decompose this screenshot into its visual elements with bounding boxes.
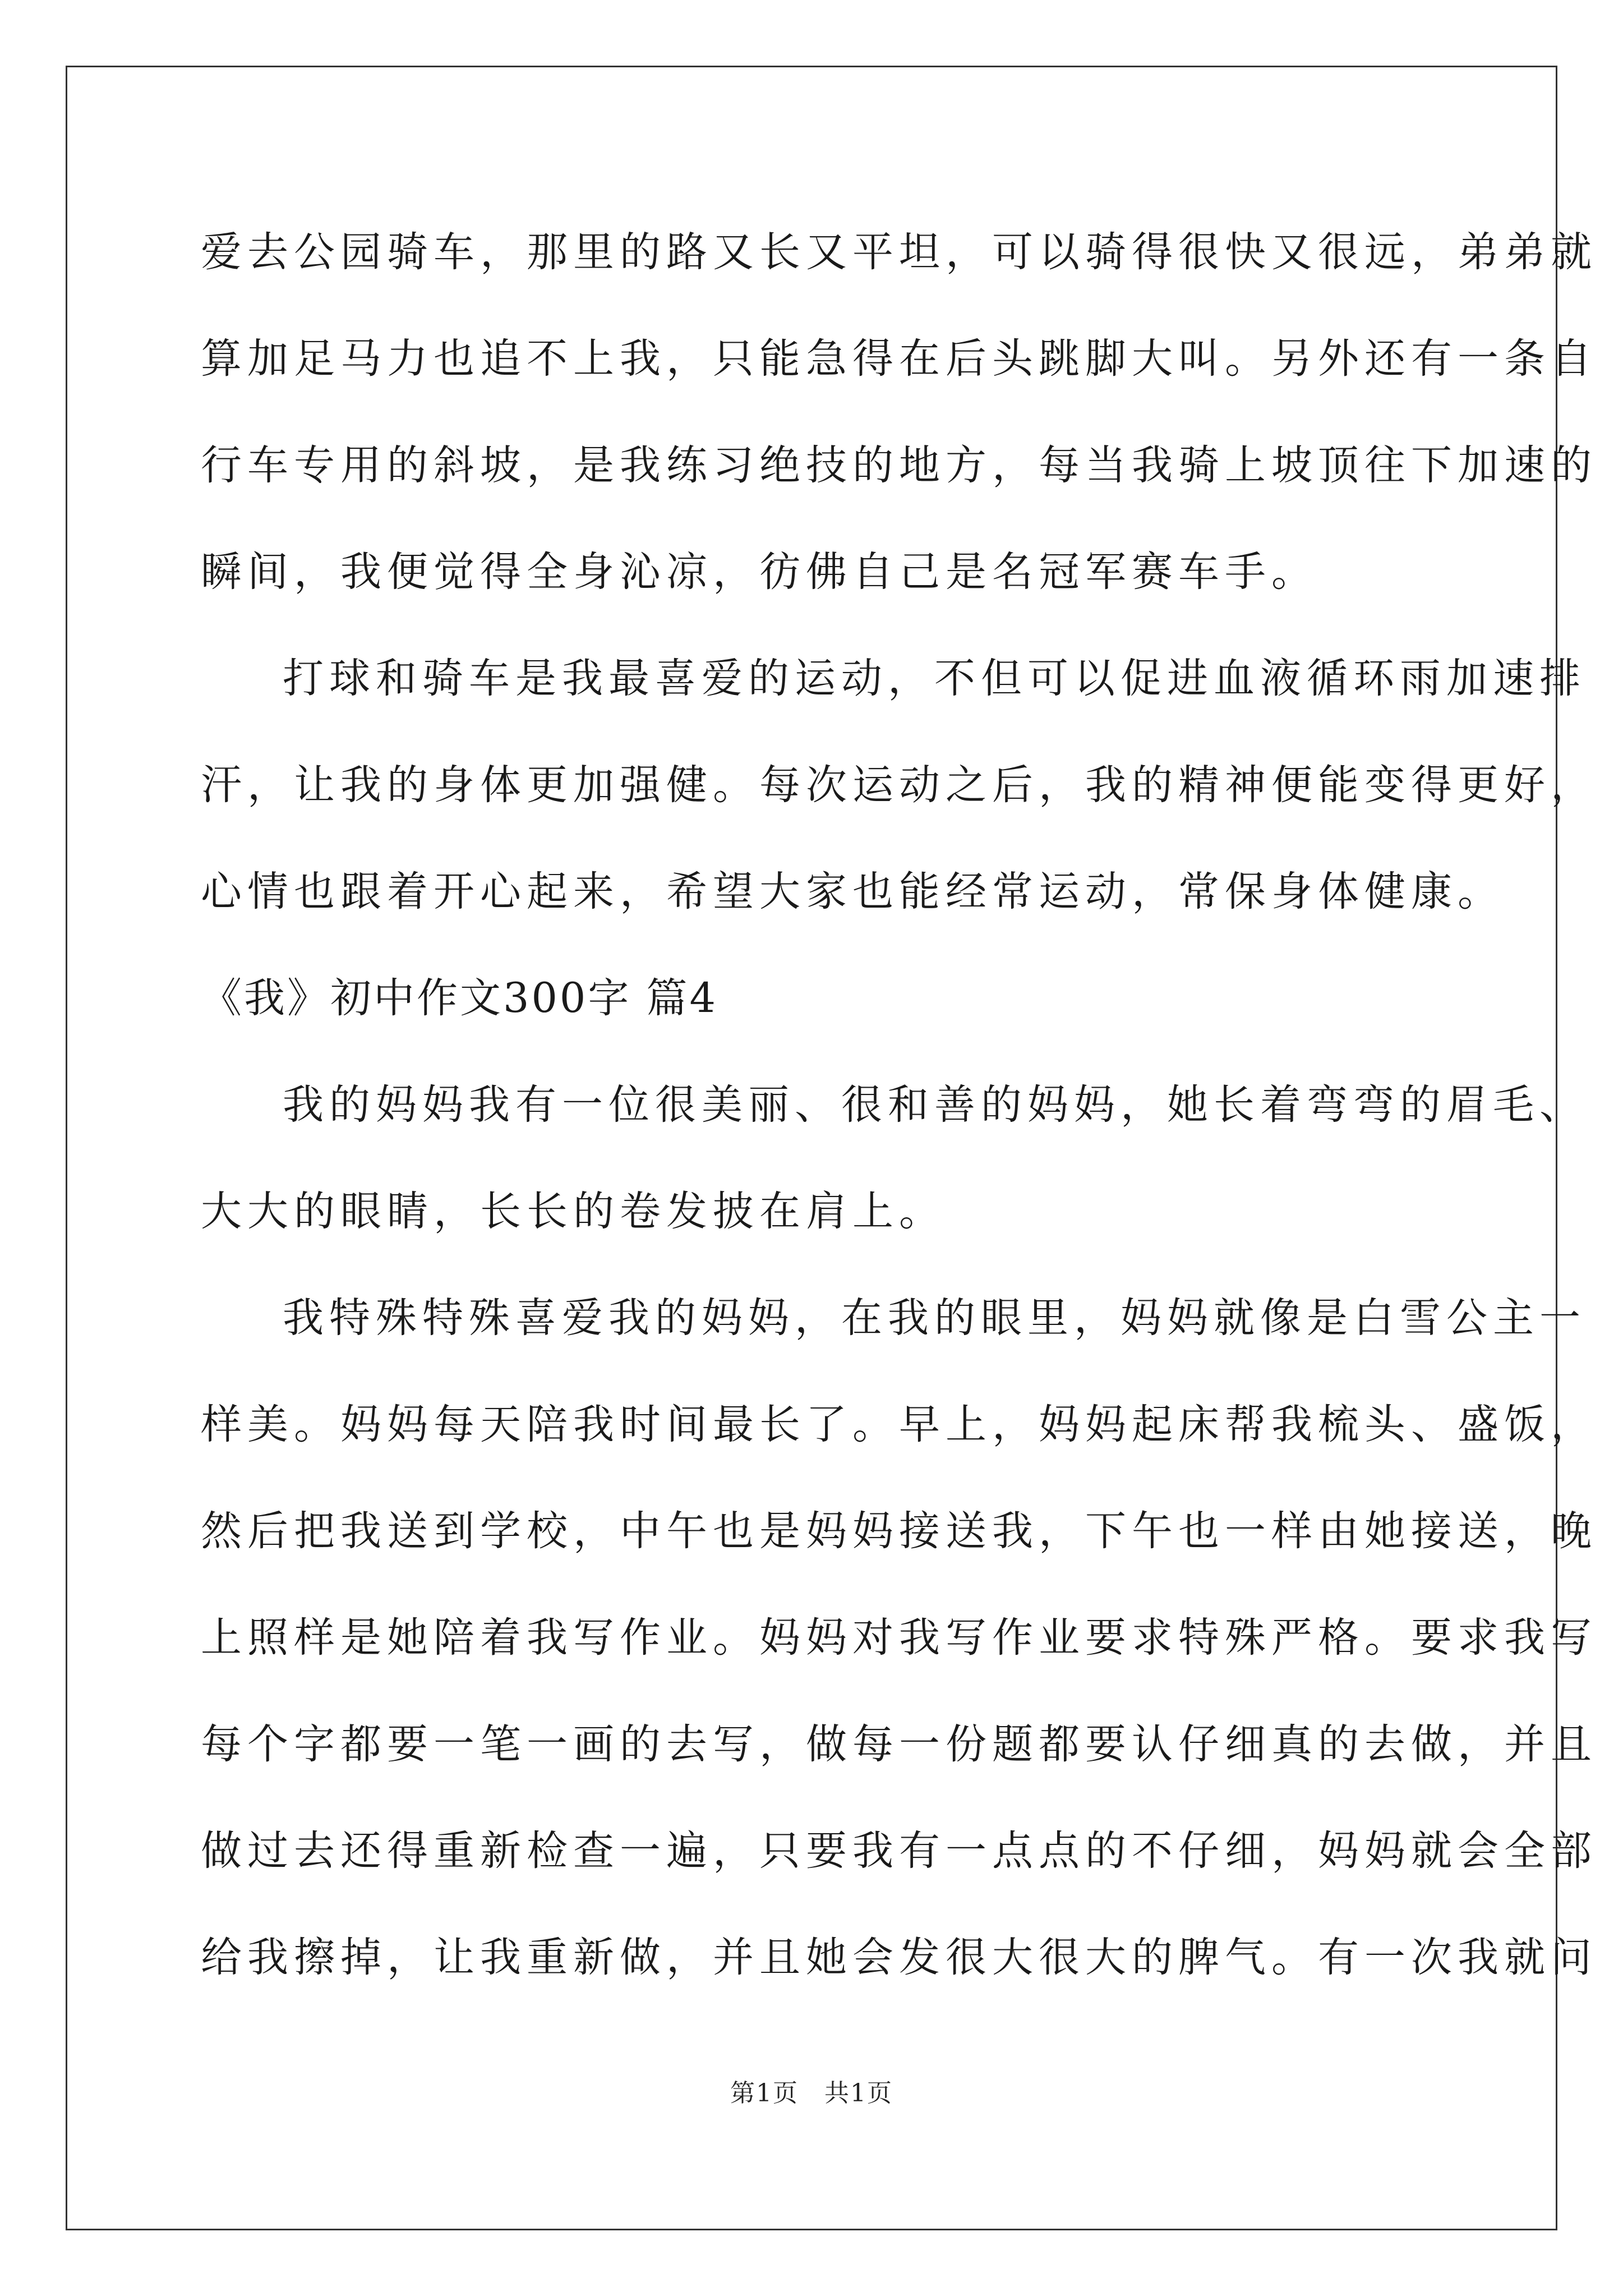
- text-line: 然后把我送到学校，中午也是妈妈接送我，下午也一样由她接送，晚: [201, 1507, 1597, 1555]
- document-body: [201, 213, 1597, 2025]
- page-number-footer: 第1页 共1页: [730, 2079, 893, 2108]
- paragraph-start: 我特殊特殊喜爱我的妈妈，在我的眼里，妈妈就像是白雪公主一: [283, 1294, 1586, 1342]
- text-line: 每个字都要一笔一画的去写，做每一份题都要认仔细真的去做，并且: [201, 1720, 1597, 1768]
- text-line: 上照样是她陪着我写作业。妈妈对我写作业要求特殊严格。要求我写: [201, 1614, 1597, 1662]
- text-line: 心情也跟着开心起来，希望大家也能经常运动，常保身体健康。: [201, 868, 1504, 915]
- text-line: 大大的眼睛，长长的卷发披在肩上。: [201, 1188, 946, 1235]
- paragraph-start: 打球和骑车是我最喜爱的运动，不但可以促进血液循环雨加速排: [283, 655, 1586, 702]
- text-line: 做过去还得重新检查一遍，只要我有一点点的不仔细，妈妈就会全部: [201, 1827, 1597, 1875]
- text-line: 爱去公园骑车，那里的路又长又平坦，可以骑得很快又很远，弟弟就: [201, 228, 1597, 276]
- paragraph-start: 我的妈妈我有一位很美丽、很和善的妈妈，她长着弯弯的眉毛、: [283, 1081, 1586, 1129]
- text-line: 算加足马力也追不上我，只能急得在后头跳脚大叫。另外还有一条自: [201, 335, 1597, 383]
- text-line: 瞬间，我便觉得全身沁凉，彷佛自己是名冠军赛车手。: [201, 548, 1318, 596]
- section-heading: 《我》初中作文300字 篇4: [201, 974, 718, 1022]
- text-line: 给我擦掉，让我重新做，并且她会发很大很大的脾气。有一次我就问: [201, 1934, 1597, 1981]
- text-line: 行车专用的斜坡，是我练习绝技的地方，每当我骑上坡顶往下加速的: [201, 441, 1597, 489]
- text-line: 样美。妈妈每天陪我时间最长了。早上，妈妈起床帮我梳头、盛饭，: [201, 1401, 1597, 1448]
- text-line: 汗，让我的身体更加强健。每次运动之后，我的精神便能变得更好，: [201, 761, 1597, 809]
